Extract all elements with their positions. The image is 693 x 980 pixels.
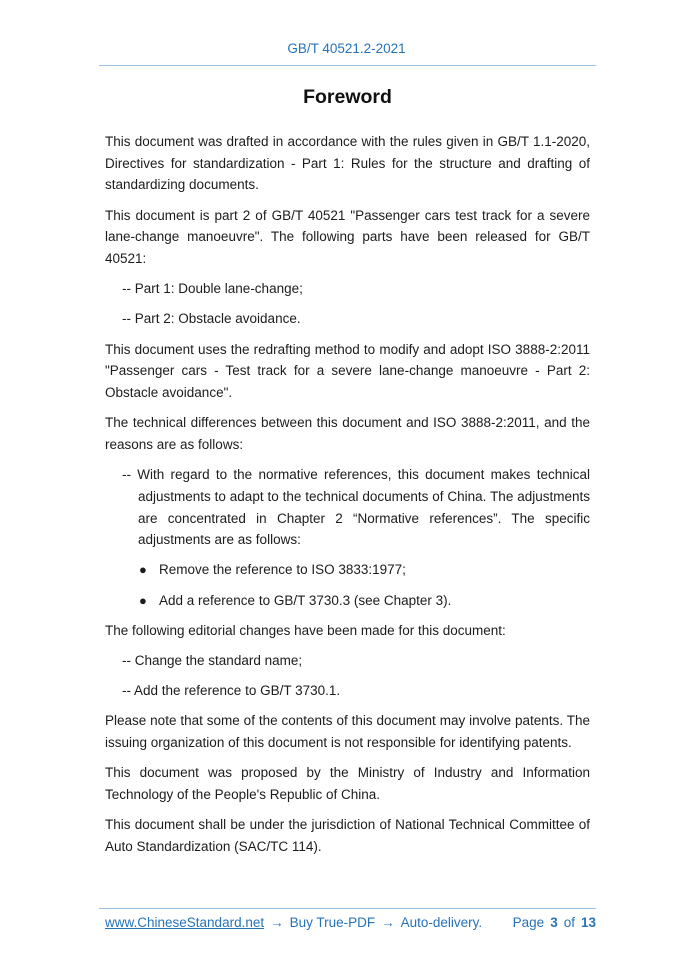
site-link[interactable]: www.ChineseStandard.net [105,915,265,930]
page-current-number: 3 [550,915,558,930]
page-footer [105,915,596,930]
paragraph: This document was proposed by the Ministry of Industry and Information Technology of the People's Republic of China. [105,765,590,803]
document-body [105,84,590,866]
paragraph: This document is part 2 of GB/T 40521 "Passenger cars test track for a severe lane-change manoeuvre". The following parts have been released for GB/T 40521: [105,207,590,267]
page-indicator [513,915,596,930]
bullet-list-item [139,590,590,612]
paragraph: This document was drafted in accordance with the rules given in GB/T 1.1-2020, Directives for standardization - Part 1: Rules for the structure and drafting of standardizing documents. [105,134,590,193]
footer-promo [105,915,482,930]
footer-buy-label: Buy True-PDF [289,915,376,930]
dash-list-item: -- Part 2: Obstacle avoidance. [122,311,301,327]
arrow-icon: → [381,915,395,930]
page-total-number: 13 [580,915,596,930]
paragraph: The following editorial changes have been made for this document: [105,622,506,638]
page-title: Foreword [303,86,392,108]
bullet-icon: ● [139,592,147,608]
dash-list-item: -- Part 1: Double lane-change; [122,281,303,297]
paragraph: The technical differences between this document and ISO 3888-2:2011, and the reasons are as follows: [105,415,590,452]
footer-delivery-label: Auto-delivery. [400,915,483,930]
bullet-item-text: Add a reference to GB/T 3730.3 (see Chapter 3). [159,592,452,608]
paragraph: This document uses the redrafting method to modify and adopt ISO 3888-2:2011 "Passenger cars - Test track for a severe lane-change manoeuvre - Part 2: Obstacle avoidance". [105,341,590,401]
page-of-label: of [563,915,575,930]
arrow-icon: → [270,915,284,930]
paragraph: This document shall be under the jurisdiction of National Technical Committee of Auto Standardization (SAC/TC 114). [105,817,590,854]
paragraph: Please note that some of the contents of this document may involve patents. The issuing organization of this document is not responsible for identifying patents. [105,713,590,751]
dash-list-item: -- With regard to the normative references, this document makes technical adjustments to adapt to the technical documents of China. The adjustments are concentrated in Chapter 2 “Normative references”. The specific adjustments are as follows: [122,467,590,548]
page-label: Page [512,915,545,930]
footer-divider [99,908,596,909]
bullet-icon: ● [139,562,147,578]
bullet-item-text: Remove the reference to ISO 3833:1977; [159,562,406,578]
dash-list-item: -- Change the standard name; [122,653,303,669]
bullet-list-item [139,559,590,581]
header-divider [99,65,596,66]
dash-list-item: -- Add the reference to GB/T 3730.1. [122,683,341,699]
document-number-header: GB/T 40521.2-2021 [287,41,406,56]
